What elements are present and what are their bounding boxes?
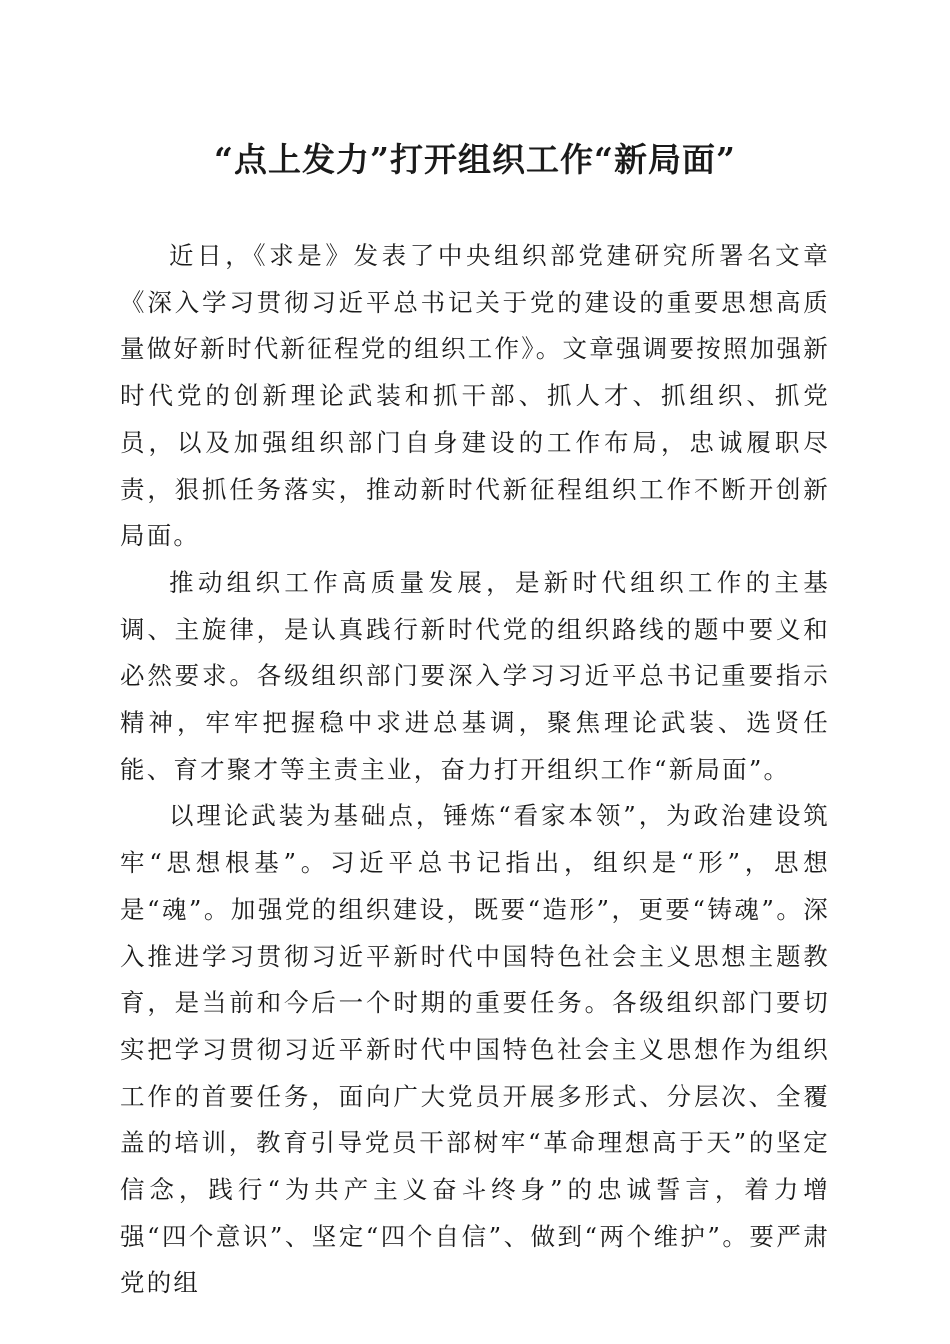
paragraph-1: 近日，《求是》发表了中央组织部党建研究所署名文章《深入学习贯彻习近平总书记关于党的建设的重要思想高质量做好新时代新征程党的组织工作》。文章强调要按照加强新时代党的创新理论武装和抓干部、抓人才、抓组织、抓党员，以及加强组织部门自身建设的工作布局，忠诚履职尽责，狠抓任务落实，推动新时代新征程组织工作不断开创新局面。 (120, 241, 830, 551)
paragraph-2: 推动组织工作高质量发展，是新时代组织工作的主基调、主旋律，是认真践行新时代党的组织路线的题中要义和必然要求。各级组织部门要深入学习习近平总书记重要指示精神，牢牢把握稳中求进总基调，聚焦理论武装、选贤任能、育才聚才等主责主业，奋力打开组织工作“新局面”。 (120, 567, 830, 784)
document-body (120, 233, 830, 1307)
document-title: “点上发力”打开组织工作“新局面” (214, 140, 736, 179)
paragraph-3: 以理论武装为基础点，锤炼“看家本领”，为政治建设筑牢“思想根基”。习近平总书记指出，组织是“形”，思想是“魂”。加强党的组织建设，既要“造形”，更要“铸魂”。深入推进学习贯彻习近平新时代中国特色社会主义思想主题教育，是当前和今后一个时期的重要任务。各级组织部门要切实把学习贯彻习近平新时代中国特色社会主义思想作为组织工作的首要任务，面向广大党员开展多形式、分层次、全覆盖的培训，教育引导党员干部树牢“革命理想高于天”的坚定信念，践行“为共产主义奋斗终身”的忠诚誓言，着力增强“四个意识”、坚定“四个自信”、做到“两个维护”。要严肃党的组 (120, 801, 830, 1298)
